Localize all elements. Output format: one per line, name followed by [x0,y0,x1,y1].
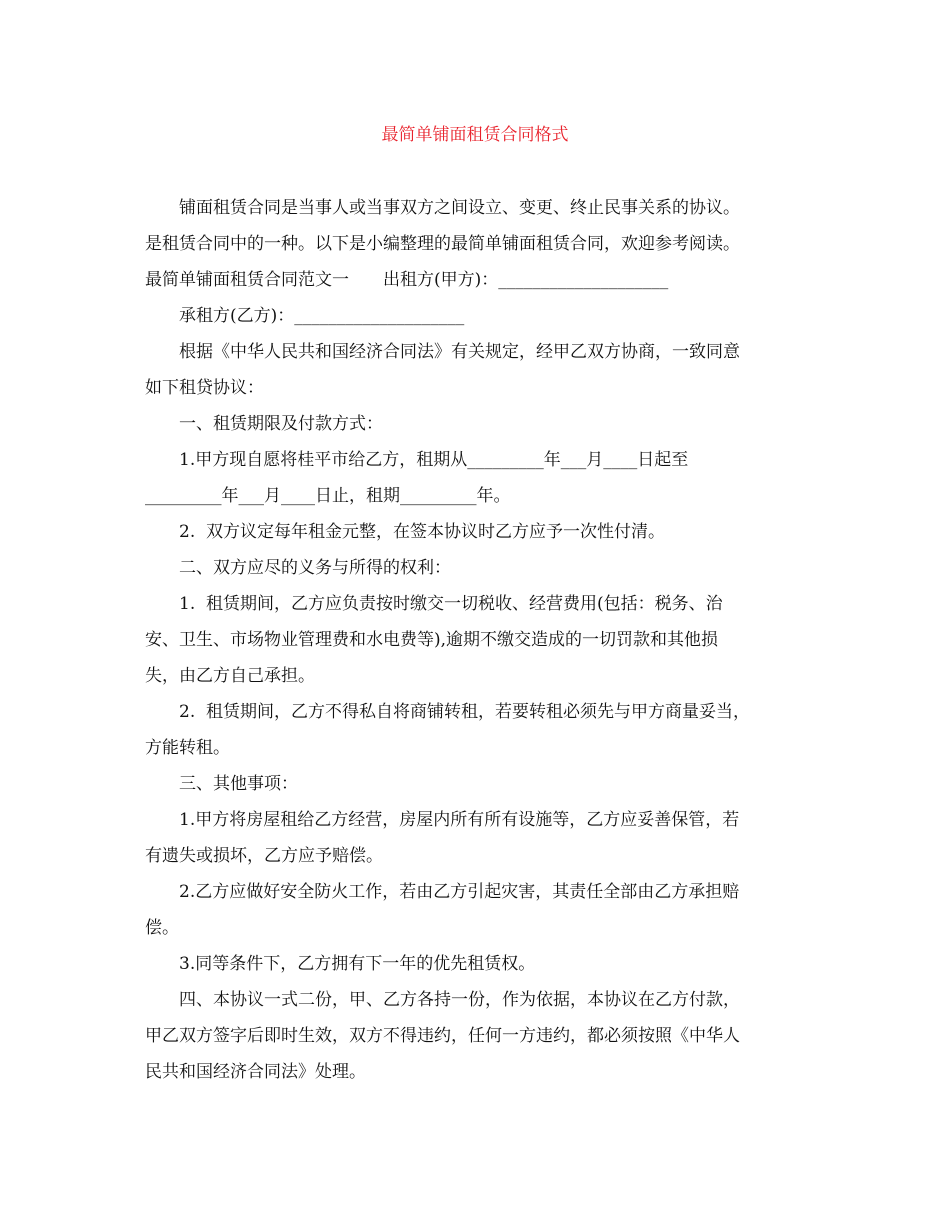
paragraph-line: 2.乙方应做好安全防火工作，若由乙方引起灾害，其责任全部由乙方承担赔 [179,882,740,902]
paragraph-line: 四、本协议一式二份，甲、乙方各持一份，作为依据，本协议在乙方付款， [179,990,740,1010]
section-heading: 一、租赁期限及付款方式： [179,414,383,434]
paragraph-line: 根据《中华人民共和国经济合同法》有关规定，经甲乙双方协商，一致同意 [179,342,740,362]
paragraph-line: 有遗失或损坏，乙方应予赔偿。 [145,846,383,866]
paragraph-line: 是租赁合同中的一种。以下是小编整理的最简单铺面租赁合同，欢迎参考阅读。 [145,234,740,254]
paragraph-line: 方能转租。 [145,738,230,758]
paragraph-line: 2. 租赁期间，乙方不得私自将商铺转租，若要转租必须先与甲方商量妥当， [179,702,751,722]
paragraph-line: _________年___月____日止，租期_________年。 [145,486,511,506]
paragraph-line: 2. 双方议定每年租金元整，在签本协议时乙方应予一次性付清。 [179,522,666,542]
paragraph-line: 1.甲方现自愿将桂平市给乙方，租期从_________年___月____日起至 [179,450,689,470]
section-heading: 三、其他事项： [179,774,298,794]
paragraph-line: 1. 租赁期间，乙方应负责按时缴交一切税收、经营费用(包括：税务、治 [179,594,723,614]
paragraph-line: 3.同等条件下，乙方拥有下一年的优先租赁权。 [179,954,536,974]
document-body [145,190,805,1090]
document-title: 最简单铺面租赁合同格式 [381,125,569,145]
paragraph-line: 失，由乙方自己承担。 [145,666,315,686]
paragraph-line: 承租方(乙方)：____________________ [179,306,465,326]
paragraph-line: 1.甲方将房屋租给乙方经营，房屋内所有所有设施等，乙方应妥善保管，若 [179,810,740,830]
paragraph-line: 如下租贷协议： [145,378,264,398]
paragraph-line: 铺面租赁合同是当事人或当事双方之间设立、变更、终止民事关系的协议。 [179,198,740,218]
paragraph-line: 最简单铺面租赁合同范文一 出租方(甲方)：____________________ [145,270,669,290]
paragraph-line: 甲乙双方签字后即时生效，双方不得违约，任何一方违约，都必须按照《中华人 [145,1026,740,1046]
paragraph-line: 安、卫生、市场物业管理费和水电费等),逾期不缴交造成的一切罚款和其他损 [145,630,719,650]
section-heading: 二、双方应尽的义务与所得的权利： [179,558,451,578]
paragraph-line: 偿。 [145,918,179,938]
paragraph-line: 民共和国经济合同法》处理。 [145,1062,366,1082]
